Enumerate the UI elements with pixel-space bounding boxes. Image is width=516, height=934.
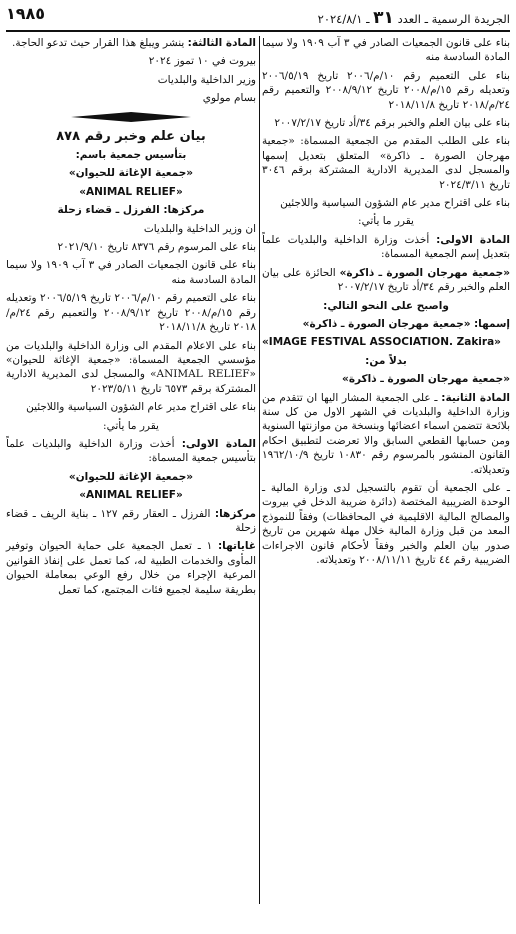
left-column	[6, 36, 256, 601]
association-name-arabic: «جمعية الإغاثة للحيوان»	[68, 470, 194, 483]
old-name: «جمعية مهرجان الصورة ـ ذاكرة»	[342, 373, 510, 386]
headquarters	[6, 507, 256, 536]
minister-name: بسام مولوي	[202, 92, 256, 105]
article-2-part-2: ـ على الجمعية أن تقوم بالتسجيل لدى وزارة المالية ـ الوحدة الضريبية المختصة (دائرة ضريبة الدخل في بيروت والمصالح المالية الاقليمية في المحافظات) وفقاً للنموذج المعد من قبل وزارة المالية خلال مهلة شهرين من تاريخ صدور بيان العلم والخبر وفقاً لأحكام قانون الاجراءات الضريبية رقم ٤٤ تاريخ ٢٠٠٨/١١/١١ وتعديلاته.	[262, 481, 510, 566]
association-name-english: «ANIMAL RELIEF»	[79, 489, 183, 502]
name-label: إسمها:	[473, 317, 510, 330]
paragraph: بناء على قانون الجمعيات الصادر في ٣ آب ١٩٠٩ ولا سيما المادة السادسة منه	[262, 37, 510, 64]
hq-text: الفرزل ـ العقار رقم ١٢٧ ـ بناية الريف ـ قضاء زحلة	[6, 507, 256, 534]
minister-title: وزير الداخلية والبلديات	[157, 73, 256, 86]
paragraph: بناء على المرسوم رقم ٨٣٧٦ تاريخ ٢٠٢١/٩/١٠	[57, 241, 256, 254]
article-label: المادة الاولى:	[436, 233, 510, 246]
association-name-english: «IMAGE FESTIVAL ASSOCIATION. Zakira»	[262, 336, 501, 349]
article-1-name	[262, 266, 510, 295]
page-number: ١٩٨٥	[6, 4, 46, 23]
column-divider	[259, 36, 260, 904]
article-1	[6, 437, 256, 466]
article-2	[262, 391, 510, 477]
notice-subtitle: بتأسيس جمعية باسم:	[75, 149, 187, 162]
page-header	[6, 4, 510, 30]
paragraph: بناء على قانون الجمعيات الصادر في ٣ آب ١٩٠٩ ولا سيما المادة السادسة منه	[6, 259, 256, 286]
article-label: المادة الثانية:	[441, 391, 510, 404]
new-name	[262, 317, 510, 331]
paragraph: ان وزير الداخلية والبلديات	[143, 222, 256, 235]
association-name-new: «جمعية مهرجان الصورة ـ ذاكرة»	[302, 317, 471, 330]
issue-date: ـ ٢٠٢٤/٨/١	[317, 12, 370, 26]
separator-ornament	[71, 112, 191, 122]
goals	[6, 539, 256, 597]
paragraph: بناء على بيان العلم والخبر برقم ٣٤/أد تاريخ ٢٠٠٧/٢/١٧	[274, 117, 510, 130]
decides-line: يقرر ما يأتي:	[358, 215, 414, 228]
issue-number: ٣١	[373, 8, 394, 28]
association-name-arabic: «جمعية الإغاثة للحيوان»	[68, 167, 194, 180]
article-text: أخذت وزارة الداخلية والبلديات علماً بتعديل إسم الجمعية المسماة:	[262, 233, 510, 261]
paragraph: بناء على اقتراح مدير عام الشؤون السياسية واللاجئين	[26, 401, 256, 414]
header-rule	[6, 30, 510, 32]
article-3	[6, 36, 256, 50]
became-line: واصبح على النحو التالي:	[323, 299, 449, 312]
goals-text: ١ ـ تعمل الجمعية على حماية الحيوان وتوفير المأوى والخدمات الطبية له، كما تعمل على إنفاذ القوانين المرعية الإجراء من خلال رفع الوعي بمعاملة الحيوان بطريقة سليمة لجميع فئات المجتمع، كما تعمل	[6, 540, 256, 596]
article-text: الحائزة على بيان العلم والخبر رقم ٣٤/أد تاريخ ٢٠٠٧/٢/١٧	[262, 266, 510, 294]
right-column	[262, 36, 510, 571]
article-text: أخذت وزارة الداخلية والبلديات علماً بتأسيس جمعية المسماة:	[6, 437, 256, 465]
gazette-title	[318, 8, 510, 28]
article-label: المادة الثالثة:	[187, 37, 256, 49]
hq-label: مركزها:	[214, 507, 256, 520]
goals-label: غاياتها:	[217, 540, 256, 553]
association-name-english: «ANIMAL RELIEF»	[79, 185, 183, 198]
gazette-prefix: الجريدة الرسمية ـ العدد	[397, 12, 510, 26]
headquarters-line: مركزها: الفرزل ـ قضاء زحلة	[57, 204, 205, 217]
instead-line: بدلاً من:	[365, 354, 407, 367]
paragraph: بناء على اقتراح مدير عام الشؤون السياسية واللاجئين	[280, 197, 510, 210]
notice-title: بيان علم وخبر رقم ٨٧٨	[56, 128, 206, 144]
paragraph: بناء على التعميم رقم ١٠/م/٢٠٠٦ تاريخ ٢٠٠٦/٥/١٩ وتعديله رقم ١٥/م/٢٠٠٨ تاريخ ٢٠٠٨/٩/١٢ والتعميم رقم ٢٤/م/٢٠١٨ تاريخ ٢٠١٨/١١/٨	[262, 69, 510, 111]
association-name: «جمعية مهرجان الصورة ـ ذاكرة»	[339, 266, 510, 279]
place-date: بيروت في ١٠ تموز ٢٠٢٤	[148, 55, 256, 68]
article-text: ينشر ويبلغ هذا القرار حيث تدعو الحاجة.	[11, 37, 185, 49]
paragraph: بناء على الطلب المقدم من الجمعية المسماة: «جمعية مهرجان الصورة ـ ذاكرة» المتعلق بتعديل إسمها والمسجل لدى المديرية الادارية المشتركة برقم ٣٠٤٦ تاريخ ٢٠٢٤/٣/١١	[262, 135, 510, 191]
paragraph: بناء على الاعلام المقدم الى وزارة الداخلية والبلديات من مؤسسي الجمعية المسماة: «جمعية الإغاثة للحيوان» «ANIMAL RELIEF» والمسجل لدى المديرية الادارية المشتركة برقم ٦٥٧٣ تاريخ ٢٠٢٣/٥/١١	[6, 339, 256, 395]
article-1	[262, 233, 510, 262]
article-text: ـ على الجمعية المشار اليها ان تتقدم من وزارة الداخلية والبلديات في الشهر الاول من كل سنة بلائحة تتضمن اسماء اعضائها وبنسخة من موازنتها السنوية ومن حسابها القطعي السابق والا تعرضت لتطبيق احكام القانون المنشور بالمرسوم رقم ١٠٨٣٠ تاريخ ١٩٦٢/١٠/٩ وتعديلاته.	[262, 391, 510, 476]
decides-line: يقرر ما يأتي:	[103, 419, 159, 432]
article-label: المادة الاولى:	[181, 437, 256, 450]
paragraph: بناء على التعميم رقم ١٠/م/٢٠٠٦ تاريخ ٢٠٠٦/٥/١٩ وتعديله رقم ١٥/م/٢٠٠٨ تاريخ ٢٠٠٨/٩/١٢ والتعميم رقم ٢٤/م/٢٠١٨ تاريخ ٢٠١٨/١١/٨	[6, 292, 256, 334]
